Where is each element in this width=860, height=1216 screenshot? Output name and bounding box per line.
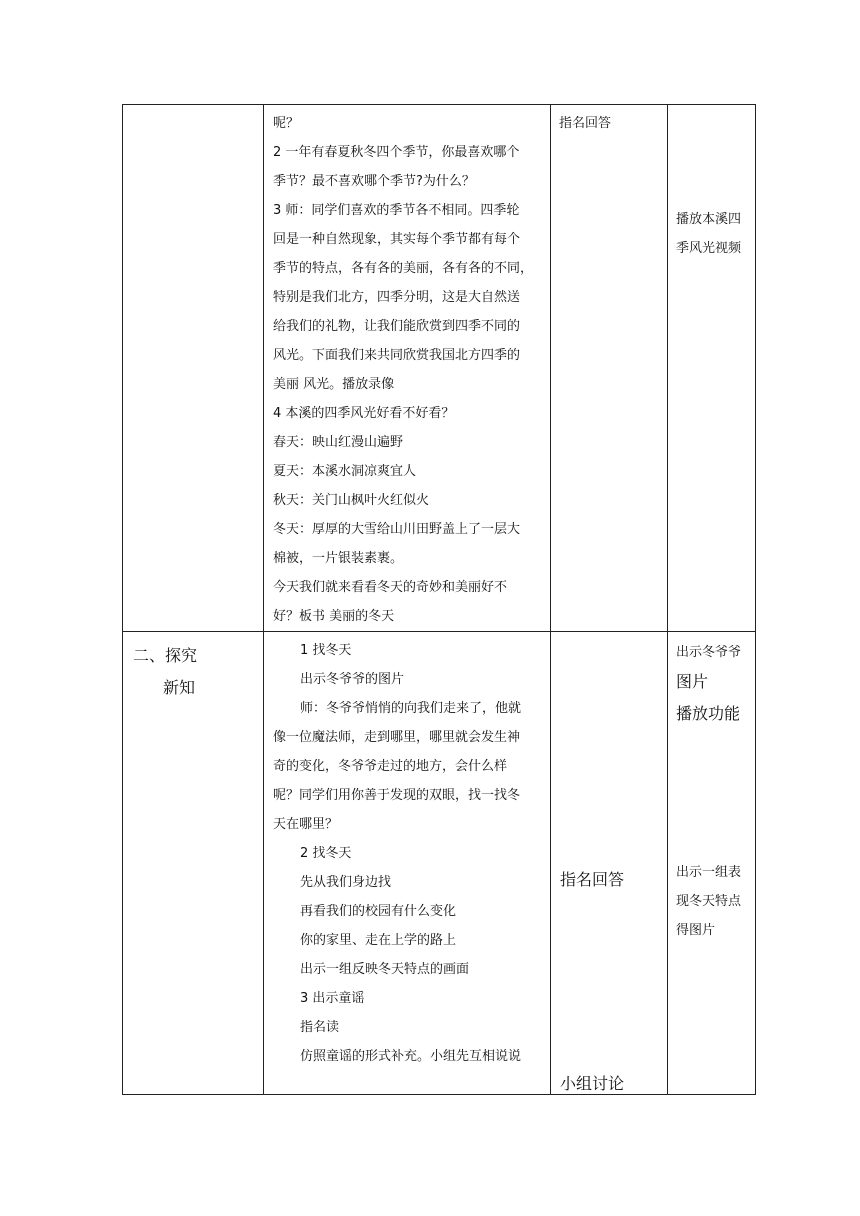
lesson-line: 像一位魔法师，走到哪里，哪里就会发生神 <box>273 730 521 745</box>
lesson-line: 呢？同学们用你善于发现的双眼，找一找冬 <box>273 788 521 803</box>
lesson-line: 季节的特点，各有各的美丽，各有各的不同， <box>273 261 534 276</box>
lesson-line: 季节？最不喜欢哪个季节?为什么？ <box>273 174 475 189</box>
stage-cell <box>123 632 264 1095</box>
lesson-line: 给我们的礼物，让我们能欣赏到四季不同的 <box>273 319 521 334</box>
lesson-line: 2 一年有春夏秋冬四个季节，你最喜欢哪个 <box>273 145 520 160</box>
lesson-line: 师：冬爷爷悄悄的向我们走来了，他就 <box>300 701 522 716</box>
table-row <box>123 632 756 1095</box>
media-line: 出示一组表 <box>676 865 742 880</box>
lesson-line: 春天：映山红漫山遍野 <box>273 435 404 450</box>
table-row <box>123 105 756 632</box>
lesson-line: 3 出示童谣 <box>300 991 365 1006</box>
media-group-1 <box>676 638 741 731</box>
lesson-cell <box>264 632 551 1095</box>
lesson-line: 1 找冬天 <box>300 643 352 658</box>
student-activity: 指名回答 <box>559 116 612 131</box>
lesson-line: 回是一种自然现象，其实每个季节都有每个 <box>273 232 521 247</box>
stage-cell <box>123 105 264 632</box>
lesson-content <box>264 632 550 1071</box>
media-group-2 <box>676 858 741 945</box>
student-activity-cell <box>551 632 668 1095</box>
lesson-line: 出示一组反映冬天特点的画面 <box>300 962 470 977</box>
media-line: 得图片 <box>676 923 716 938</box>
lesson-line: 出示冬爷爷的图片 <box>300 672 405 687</box>
lesson-plan-table <box>122 104 756 1095</box>
student-activity-group: 小组讨论 <box>560 1074 625 1093</box>
media-line: 现冬天特点 <box>676 894 742 909</box>
lesson-line: 秋天：关门山枫叶火红似火 <box>273 493 430 508</box>
lesson-line: 美丽 风光。播放录像 <box>273 377 395 392</box>
lesson-line: 棉被，一片银装素裹。 <box>273 551 404 566</box>
lesson-line: 4 本溪的四季风光好看不好看？ <box>273 406 455 421</box>
lesson-line: 再看我们的校园有什么变化 <box>300 904 457 919</box>
lesson-line: 3 师：同学们喜欢的季节各不相同。四季轮 <box>273 203 520 218</box>
lesson-line: 风光。下面我们来共同欣赏我国北方四季的 <box>273 348 521 363</box>
stage-subtitle: 新知 <box>163 678 196 697</box>
lesson-line: 今天我们就来看看冬天的奇妙和美丽好不 <box>273 580 508 595</box>
lesson-line: 呢？ <box>273 116 300 131</box>
lesson-cell <box>264 105 551 632</box>
lesson-line: 指名读 <box>300 1020 340 1035</box>
lesson-line: 好？板书 美丽的冬天 <box>273 609 395 624</box>
media-line: 出示冬爷爷 <box>676 645 742 660</box>
media-line: 播放本溪四 <box>676 212 742 227</box>
lesson-line: 先从我们身边找 <box>300 875 392 890</box>
lesson-line: 2 找冬天 <box>300 846 352 861</box>
lesson-line: 特别是我们北方，四季分明，这是大自然送 <box>273 290 521 305</box>
media-content <box>668 105 755 263</box>
stage-title: 二、探究 <box>133 646 198 665</box>
lesson-line: 夏天：本溪水洞凉爽宜人 <box>273 464 417 479</box>
lesson-line: 仿照童谣的形式补充。小组先互相说说 <box>300 1049 522 1064</box>
lesson-line: 奇的变化，冬爷爷走过的地方，会什么样 <box>273 759 508 774</box>
lesson-line: 你的家里、走在上学的路上 <box>300 933 457 948</box>
media-cell <box>668 105 756 632</box>
lesson-content <box>264 105 550 631</box>
student-activity: 指名回答 <box>560 870 625 889</box>
lesson-line: 天在哪里？ <box>273 817 339 832</box>
media-line: 季风光视频 <box>676 241 742 256</box>
student-activity-cell <box>551 105 668 632</box>
media-line: 图片 <box>676 672 709 691</box>
media-cell <box>668 632 756 1095</box>
lesson-line: 冬天：厚厚的大雪给山川田野盖上了一层大 <box>273 522 521 537</box>
media-line: 播放功能 <box>676 704 741 723</box>
